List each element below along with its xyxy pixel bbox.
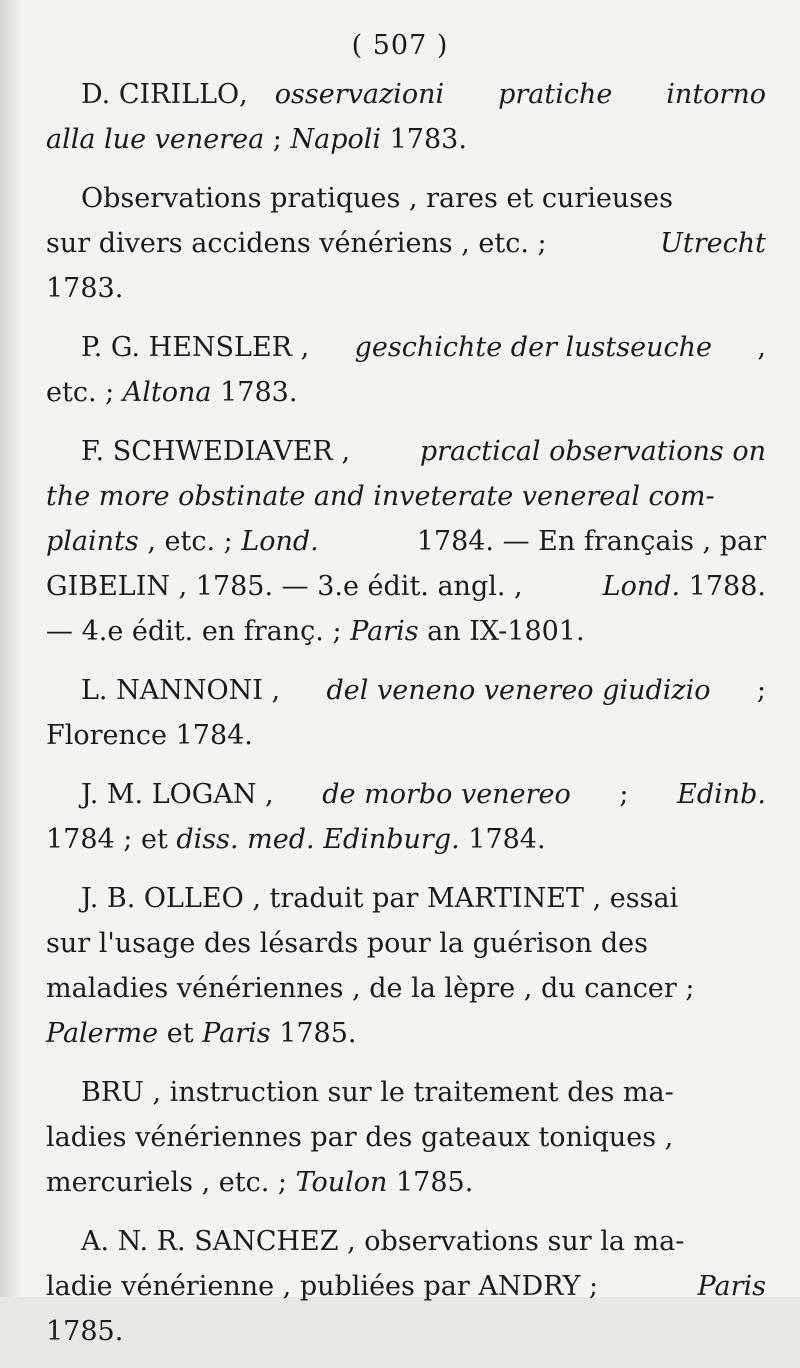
text-line: maladies vénériennes , de la lèpre , du cancer ; [46, 973, 695, 1004]
text-line: sur l'usage des lésards pour la guérison des [46, 928, 649, 959]
entry-sanchez [46, 1219, 766, 1354]
text-line: Florence 1784. [46, 720, 253, 751]
entry-logan [46, 772, 766, 862]
entry-observations-pratiques [46, 176, 766, 311]
bibliography-text [46, 72, 766, 1368]
text-line: sur divers accidens vénériens , etc. ; Utrecht [46, 228, 766, 259]
text-line: 1784 ; et diss. med. Edinburg. 1784. [46, 824, 546, 855]
text-line: 1783. [46, 273, 124, 304]
text-line: 1785. [46, 1316, 124, 1347]
text-line: ladie vénérienne , publiées par ANDRY ; Paris [46, 1271, 766, 1302]
text-line: F. SCHWEDIAVER , practical observations on [81, 436, 766, 467]
text-line: Observations pratiques , rares et curieuses [81, 183, 673, 214]
text-line: D. CIRILLO, osservazioni pratiche intorno [81, 79, 766, 110]
text-line: mercuriels , etc. ; Toulon 1785. [46, 1167, 474, 1198]
entry-olleo [46, 876, 766, 1056]
page-number: ( 507 ) [351, 30, 449, 61]
text-line: plaints , etc. ; Lond. 1784. — En français , par [46, 526, 766, 557]
text-line: alla lue venerea ; Napoli 1783. [46, 124, 467, 155]
entry-schwediaver [46, 429, 766, 654]
text-line: ladies vénériennes par des gateaux toniques , [46, 1122, 674, 1153]
text-line: P. G. HENSLER , geschichte der lustseuche , [81, 332, 766, 363]
entry-cirillo [46, 72, 766, 162]
text-line: J. M. LOGAN , de morbo venereo ; Edinb. [81, 779, 766, 810]
text-line: GIBELIN , 1785. — 3.e édit. angl. , Lond. 1788. [46, 571, 766, 602]
entry-hensler [46, 325, 766, 415]
text-line: BRU , instruction sur le traitement des ma- [81, 1077, 674, 1108]
text-line: etc. ; Altona 1783. [46, 377, 298, 408]
text-line: J. B. OLLEO , traduit par MARTINET , essai [81, 883, 679, 914]
text-line: Palerme et Paris 1785. [46, 1018, 357, 1049]
entry-nannoni [46, 668, 766, 758]
text-line: L. NANNONI , del veneno venereo giudizio ; [81, 675, 766, 706]
text-line: — 4.e édit. en franç. ; Paris an IX-1801. [46, 616, 585, 647]
text-line: A. N. R. SANCHEZ , observations sur la ma- [81, 1226, 685, 1257]
entry-bru [46, 1070, 766, 1205]
text-line: the more obstinate and inveterate venereal com- [46, 481, 715, 512]
